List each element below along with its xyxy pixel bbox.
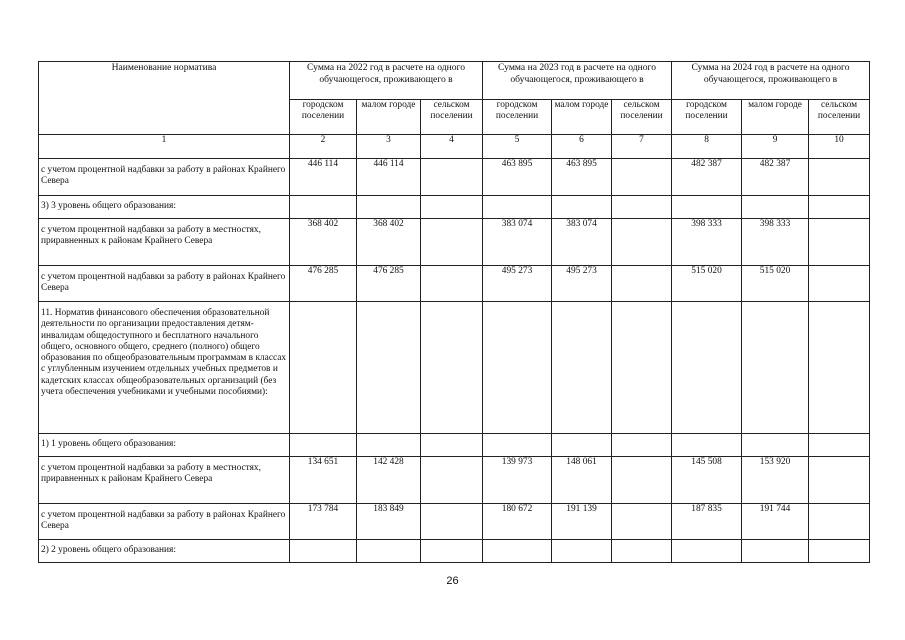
sub-header-rural: сельском поселении xyxy=(612,100,672,135)
sub-header-urban: городском поселении xyxy=(483,100,552,135)
value-cell xyxy=(809,434,870,457)
column-number: 5 xyxy=(483,135,552,159)
table-row xyxy=(39,457,870,504)
value-cell: 463 895 xyxy=(552,159,612,196)
row-label: 3) 3 уровень общего образования: xyxy=(39,196,290,219)
value-cell: 398 333 xyxy=(742,219,809,266)
value-cell xyxy=(552,540,612,563)
row-label: с учетом процентной надбавки за работу в местностях, приравненных к районам Крайнего Севера xyxy=(39,457,290,504)
value-cell xyxy=(421,196,483,219)
value-cell: 476 285 xyxy=(290,266,357,302)
column-number: 7 xyxy=(612,135,672,159)
table-row xyxy=(39,302,870,434)
value-cell xyxy=(290,196,357,219)
value-cell xyxy=(421,159,483,196)
value-cell: 173 784 xyxy=(290,504,357,540)
column-number: 4 xyxy=(421,135,483,159)
row-label: 1) 1 уровень общего образования: xyxy=(39,434,290,457)
value-cell: 191 139 xyxy=(552,504,612,540)
year-2024-header: Сумма на 2024 год в расчете на одного обучающегося, проживающего в xyxy=(672,62,870,100)
value-cell xyxy=(672,302,742,434)
sub-header-rural: сельском поселении xyxy=(421,100,483,135)
value-cell: 463 895 xyxy=(483,159,552,196)
column-number: 3 xyxy=(357,135,421,159)
sub-header-urban: городском поселении xyxy=(672,100,742,135)
value-cell xyxy=(672,434,742,457)
value-cell xyxy=(357,302,421,434)
value-cell: 187 835 xyxy=(672,504,742,540)
table-row xyxy=(39,504,870,540)
row-label: с учетом процентной надбавки за работу в местностях, приравненных к районам Крайнего Севера xyxy=(39,219,290,266)
value-cell: 368 402 xyxy=(357,219,421,266)
value-cell: 515 020 xyxy=(672,266,742,302)
value-cell xyxy=(672,196,742,219)
normatives-table xyxy=(38,61,870,563)
value-cell xyxy=(290,540,357,563)
value-cell xyxy=(421,457,483,504)
value-cell: 482 387 xyxy=(672,159,742,196)
value-cell xyxy=(809,504,870,540)
value-cell xyxy=(612,196,672,219)
value-cell: 139 973 xyxy=(483,457,552,504)
value-cell xyxy=(421,504,483,540)
name-column-header: Наименование норматива xyxy=(39,62,290,135)
value-cell xyxy=(357,434,421,457)
column-number: 1 xyxy=(39,135,290,159)
sub-header-urban: городском поселении xyxy=(290,100,357,135)
page-number: 26 xyxy=(446,575,459,587)
row-label: с учетом процентной надбавки за работу в районах Крайнего Севера xyxy=(39,159,290,196)
value-cell: 476 285 xyxy=(357,266,421,302)
row-label: 2) 2 уровень общего образования: xyxy=(39,540,290,563)
value-cell: 145 508 xyxy=(672,457,742,504)
value-cell xyxy=(809,159,870,196)
value-cell xyxy=(809,266,870,302)
value-cell xyxy=(612,159,672,196)
value-cell xyxy=(483,434,552,457)
value-cell xyxy=(809,302,870,434)
value-cell: 446 114 xyxy=(290,159,357,196)
value-cell: 446 114 xyxy=(357,159,421,196)
table-row xyxy=(39,196,870,219)
table-row xyxy=(39,219,870,266)
year-2023-header: Сумма на 2023 год в расчете на одного обучающегося, проживающего в xyxy=(483,62,672,100)
value-cell xyxy=(552,302,612,434)
value-cell xyxy=(809,196,870,219)
value-cell xyxy=(742,196,809,219)
value-cell xyxy=(552,434,612,457)
value-cell: 398 333 xyxy=(672,219,742,266)
value-cell xyxy=(809,540,870,563)
value-cell xyxy=(421,302,483,434)
value-cell xyxy=(552,196,612,219)
sub-header-rural: сельском поселении xyxy=(809,100,870,135)
value-cell xyxy=(421,434,483,457)
value-cell xyxy=(612,219,672,266)
row-label: с учетом процентной надбавки за работу в районах Крайнего Севера xyxy=(39,266,290,302)
value-cell xyxy=(809,219,870,266)
value-cell xyxy=(672,540,742,563)
row-label: с учетом процентной надбавки за работу в районах Крайнего Севера xyxy=(39,504,290,540)
value-cell xyxy=(612,302,672,434)
value-cell xyxy=(421,266,483,302)
value-cell: 191 744 xyxy=(742,504,809,540)
header-row-years xyxy=(39,62,870,100)
value-cell: 142 428 xyxy=(357,457,421,504)
column-number: 9 xyxy=(742,135,809,159)
column-number: 8 xyxy=(672,135,742,159)
value-cell xyxy=(421,219,483,266)
value-cell xyxy=(290,302,357,434)
row-label: 11. Норматив финансового обеспечения образовательной деятельности по организации предоставления детям-инвалидам общедоступного и бесплатного начального общего, основного общего, среднего (полного) общего образования по общеобразовательным программам в классах с углубленным изучением отдельных учебных предметов и кадетских классах общеобразовательных организаций (без учета обеспечения учебниками и учебными пособиями): xyxy=(39,302,290,434)
value-cell xyxy=(742,434,809,457)
sub-header-small-town: малом городе xyxy=(357,100,421,135)
year-2022-header: Сумма на 2022 год в расчете на одного обучающегося, проживающего в xyxy=(290,62,483,100)
sub-header-small-town: малом городе xyxy=(742,100,809,135)
value-cell: 495 273 xyxy=(552,266,612,302)
table-row xyxy=(39,540,870,563)
value-cell xyxy=(742,540,809,563)
value-cell: 482 387 xyxy=(742,159,809,196)
value-cell xyxy=(809,457,870,504)
sub-header-small-town: малом городе xyxy=(552,100,612,135)
value-cell: 515 020 xyxy=(742,266,809,302)
value-cell xyxy=(612,266,672,302)
value-cell xyxy=(357,540,421,563)
value-cell: 148 061 xyxy=(552,457,612,504)
value-cell xyxy=(357,196,421,219)
column-number: 6 xyxy=(552,135,612,159)
value-cell xyxy=(421,540,483,563)
value-cell xyxy=(483,196,552,219)
value-cell: 153 920 xyxy=(742,457,809,504)
value-cell: 134 651 xyxy=(290,457,357,504)
value-cell: 383 074 xyxy=(483,219,552,266)
column-number: 2 xyxy=(290,135,357,159)
value-cell: 383 074 xyxy=(552,219,612,266)
value-cell: 368 402 xyxy=(290,219,357,266)
table-row xyxy=(39,159,870,196)
value-cell xyxy=(742,302,809,434)
value-cell: 495 273 xyxy=(483,266,552,302)
value-cell xyxy=(483,302,552,434)
value-cell: 183 849 xyxy=(357,504,421,540)
column-number-row xyxy=(39,135,870,159)
value-cell xyxy=(612,540,672,563)
value-cell xyxy=(612,434,672,457)
table-row xyxy=(39,266,870,302)
column-number: 10 xyxy=(809,135,870,159)
value-cell xyxy=(612,457,672,504)
value-cell xyxy=(612,504,672,540)
value-cell xyxy=(483,540,552,563)
table-row xyxy=(39,434,870,457)
value-cell: 180 672 xyxy=(483,504,552,540)
value-cell xyxy=(290,434,357,457)
